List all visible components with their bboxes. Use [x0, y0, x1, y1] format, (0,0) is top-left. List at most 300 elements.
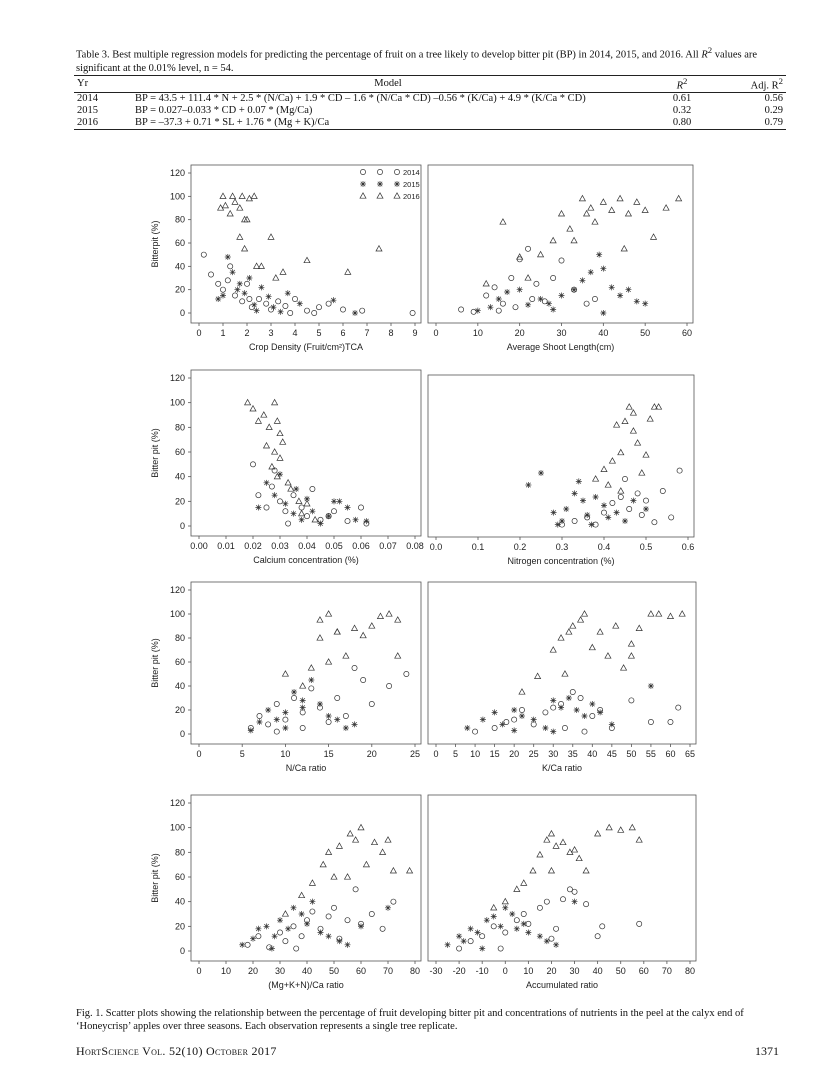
journal-name: HortScience Vol. 52(10) October 2017	[76, 1044, 277, 1058]
point-2014	[578, 695, 583, 700]
x-tick-label: 0.6	[681, 542, 695, 552]
point-2014	[343, 713, 348, 718]
point-2016	[630, 428, 636, 433]
point-2014	[340, 307, 345, 312]
point-2016	[237, 205, 243, 210]
point-2016	[642, 207, 648, 212]
point-2015	[265, 707, 271, 713]
point-2014	[277, 930, 282, 935]
point-2015	[605, 514, 611, 520]
point-2015	[475, 930, 481, 936]
point-2015	[285, 290, 291, 296]
point-2015	[258, 284, 264, 290]
legend-marker	[360, 193, 366, 198]
point-2015	[622, 518, 628, 524]
point-2014	[582, 729, 587, 734]
point-2015	[511, 727, 517, 733]
y-tick-label: 100	[169, 191, 185, 202]
point-2015	[634, 298, 640, 304]
point-2015	[270, 304, 276, 310]
point-2014	[391, 899, 396, 904]
table-caption: Table 3. Best multiple regression models for predicting the percentage of fruit on a tree likely to develop bitter pit (BP) in 2014, 2015, and 2016. All $R^2$ values are significant at the 0.01% level, n = 54.	[76, 45, 758, 74]
x-tick-label: 8	[388, 328, 394, 338]
point-2016	[663, 205, 669, 210]
point-2016	[626, 404, 632, 409]
point-2015	[326, 513, 332, 519]
point-2014	[361, 677, 366, 682]
point-2014	[274, 701, 279, 706]
point-2016	[544, 837, 550, 842]
x-tick-label: 0	[502, 966, 508, 976]
x-tick-label: 0.02	[244, 541, 262, 551]
point-2015	[336, 938, 342, 944]
point-2015	[250, 936, 256, 942]
point-2015	[571, 287, 577, 293]
plot-frame	[191, 582, 421, 744]
point-2016	[514, 886, 520, 891]
point-2014	[618, 494, 623, 499]
point-2014	[250, 462, 255, 467]
point-2016	[651, 404, 657, 409]
point-2015	[461, 938, 467, 944]
point-2015	[559, 518, 565, 524]
point-2014	[283, 717, 288, 722]
y-tick-label: 120	[169, 373, 185, 383]
point-2016	[300, 683, 306, 688]
x-tick-label: 10	[472, 328, 483, 338]
point-2015	[291, 905, 297, 911]
x-tick-label: 0.5	[639, 542, 653, 552]
x-axis-label: Nitrogen concentration (%)	[507, 556, 615, 566]
plot-frame	[428, 375, 694, 537]
x-tick-label: 25	[528, 749, 539, 759]
point-2016	[239, 193, 245, 198]
x-tick-label: 60	[638, 966, 649, 976]
x-tick-label: 0.3	[555, 542, 569, 552]
plot-frame	[428, 795, 696, 961]
scatter-panel	[428, 582, 696, 773]
point-2016	[621, 246, 627, 251]
x-tick-label: 40	[587, 749, 598, 759]
point-2015	[480, 717, 486, 723]
point-2016	[614, 422, 620, 427]
point-2015	[468, 926, 474, 932]
point-2014	[551, 705, 556, 710]
point-2016	[386, 611, 392, 616]
point-2016	[363, 861, 369, 866]
point-2014	[316, 305, 321, 310]
point-2014	[277, 499, 282, 504]
point-2015	[487, 304, 493, 310]
point-2015	[584, 512, 590, 518]
point-2015	[563, 506, 569, 512]
point-2016	[299, 510, 305, 515]
x-tick-label: 0.05	[325, 541, 343, 551]
point-2014	[256, 493, 261, 498]
point-2014	[570, 689, 575, 694]
x-axis-label: (Mg+K+N)/Ca ratio	[268, 980, 344, 990]
point-2016	[579, 195, 585, 200]
point-2014	[286, 521, 291, 526]
point-2014	[639, 512, 644, 517]
point-2014	[410, 310, 415, 315]
table-caption-prefix: Table 3. Best multiple regression models for predicting the percentage of fruit on a tree likely to develop bitter pit (BP) in 2014, 2015, and 2016. All	[76, 49, 702, 61]
point-2014	[269, 484, 274, 489]
plot-frame	[191, 370, 421, 536]
point-2015	[251, 302, 257, 308]
x-tick-label: 0.03	[271, 541, 289, 551]
point-2014	[352, 665, 357, 670]
point-2016	[550, 237, 556, 242]
point-2014	[600, 924, 605, 929]
point-2015	[499, 721, 505, 727]
point-2014	[369, 701, 374, 706]
point-2016	[667, 613, 673, 618]
point-2014	[492, 725, 497, 730]
point-2016	[266, 424, 272, 429]
point-2014	[299, 934, 304, 939]
x-tick-label: 50	[615, 966, 626, 976]
point-2016	[502, 898, 508, 903]
legend-marker	[377, 169, 382, 174]
point-2016	[232, 199, 238, 204]
point-2016	[605, 653, 611, 658]
point-2015	[256, 719, 262, 725]
point-2016	[385, 837, 391, 842]
point-2015	[597, 709, 603, 715]
point-2015	[234, 287, 240, 293]
x-tick-label: 9	[412, 328, 418, 338]
point-2014	[283, 303, 288, 308]
point-2014	[326, 301, 331, 306]
point-2015	[237, 281, 243, 287]
table-caption-r: R	[701, 49, 708, 61]
point-2016	[230, 193, 236, 198]
x-tick-label: 60	[355, 966, 367, 976]
header-adj-label: Adj. R	[750, 80, 779, 92]
x-tick-label: 35	[567, 749, 578, 759]
point-2014	[358, 505, 363, 510]
point-2016	[358, 824, 364, 829]
point-2014	[572, 889, 577, 894]
y-axis-label: Bitter pit (%)	[150, 853, 160, 903]
scatter-panel	[428, 375, 694, 566]
point-2015	[609, 284, 615, 290]
point-2015	[274, 717, 280, 723]
point-2015	[334, 717, 340, 723]
point-2016	[377, 613, 383, 618]
x-tick-label: 50	[640, 328, 651, 338]
point-2015	[544, 938, 550, 944]
x-tick-label: -30	[429, 966, 443, 976]
point-2016	[588, 205, 594, 210]
x-axis-label: N/Ca ratio	[285, 763, 327, 773]
point-2016	[273, 275, 279, 280]
row-r2: 0.61	[672, 92, 692, 104]
point-2015	[538, 296, 544, 302]
point-2015	[345, 942, 351, 948]
point-2016	[282, 911, 288, 916]
point-2015	[525, 302, 531, 308]
x-tick-label: 15	[323, 749, 334, 759]
row-r2: 0.32	[672, 104, 692, 116]
plot-frame	[428, 582, 696, 744]
point-2015	[521, 921, 527, 927]
point-2016	[571, 237, 577, 242]
point-2016	[299, 892, 305, 897]
x-tick-label: 0.1	[471, 542, 485, 552]
point-2014	[232, 293, 237, 298]
point-2015	[230, 269, 236, 275]
point-2016	[345, 874, 351, 879]
plot-frame	[191, 165, 421, 323]
y-tick-label: 120	[169, 585, 185, 595]
legend-label: 2015	[403, 180, 420, 189]
point-2015	[239, 942, 245, 948]
point-2016	[559, 211, 565, 216]
point-2016	[600, 199, 606, 204]
point-2016	[274, 418, 280, 423]
point-2015	[272, 492, 278, 498]
scatter-panel	[150, 582, 421, 773]
point-2014	[459, 307, 464, 312]
point-2014	[534, 281, 539, 286]
point-2014	[637, 921, 642, 926]
point-2014	[472, 729, 477, 734]
page-number: 1371	[755, 1044, 779, 1058]
point-2016	[407, 868, 413, 873]
point-2016	[242, 246, 248, 251]
point-2016	[537, 852, 543, 857]
point-2016	[268, 234, 274, 239]
point-2015	[318, 930, 324, 936]
point-2015	[331, 498, 337, 504]
point-2016	[521, 880, 527, 885]
x-tick-label: 30	[274, 966, 286, 976]
point-2016	[648, 611, 654, 616]
y-tick-label: 20	[174, 921, 185, 932]
point-2016	[617, 195, 623, 200]
point-2015	[538, 470, 544, 476]
point-2016	[643, 452, 649, 457]
point-2014	[345, 518, 350, 523]
point-2016	[272, 449, 278, 454]
point-2016	[589, 644, 595, 649]
point-2015	[277, 917, 283, 923]
x-tick-label: 10	[470, 749, 481, 759]
x-tick-label: 5	[316, 328, 322, 338]
point-2015	[553, 942, 559, 948]
legend-marker	[377, 193, 383, 198]
point-2015	[282, 725, 288, 731]
point-2015	[502, 905, 508, 911]
point-2014	[360, 308, 365, 313]
point-2015	[601, 502, 607, 508]
point-2014	[291, 493, 296, 498]
figure-caption: Fig. 1. Scatter plots showing the relationship between the percentage of fruit developing bitter pit and concentrations of nutrients in the peel at the calyx end of ‘Honeycrisp’ apples over three seasons. Each observation represents a single tree replicate.	[76, 1008, 744, 1032]
x-axis-label: Calcium concentration (%)	[253, 555, 359, 565]
point-2015	[345, 505, 351, 511]
point-2016	[345, 269, 351, 274]
point-2014	[256, 296, 261, 301]
point-2015	[300, 697, 306, 703]
x-tick-label: 50	[328, 966, 340, 976]
point-2015	[551, 510, 557, 516]
point-2014	[309, 686, 314, 691]
row-model: BP = 43.5 + 111.4 * N + 2.5 * (N/Ca) + 1.9 * CD – 1.6 * (N/Ca * CD) –0.56 * (K/Ca) + 4.9 * (K/Ca * CD)	[135, 92, 586, 104]
point-2014	[225, 278, 230, 283]
y-tick-label: 40	[174, 681, 185, 691]
point-2015	[385, 905, 391, 911]
header-model: Model	[132, 76, 644, 93]
point-2015	[291, 511, 297, 517]
point-2014	[304, 308, 309, 313]
y-tick-label: 60	[174, 447, 185, 457]
point-2015	[282, 709, 288, 715]
point-2015	[550, 307, 556, 313]
point-2015	[555, 522, 561, 528]
point-2014	[220, 287, 225, 292]
point-2014	[635, 491, 640, 496]
point-2016	[656, 404, 662, 409]
point-2015	[363, 518, 369, 524]
point-2015	[574, 707, 580, 713]
point-2016	[326, 659, 332, 664]
point-2015	[269, 946, 275, 952]
point-2015	[511, 707, 517, 713]
point-2015	[531, 717, 537, 723]
point-2015	[285, 926, 291, 932]
point-2014	[512, 717, 517, 722]
point-2014	[244, 281, 249, 286]
point-2016	[369, 623, 375, 628]
point-2015	[576, 478, 582, 484]
x-tick-label: 70	[661, 966, 672, 976]
y-tick-label: 60	[174, 657, 185, 667]
x-tick-label: 0.2	[513, 542, 527, 552]
point-2016	[245, 399, 251, 404]
point-2016	[326, 849, 332, 854]
point-2015	[643, 506, 649, 512]
point-2014	[471, 309, 476, 314]
point-2014	[353, 887, 358, 892]
chart-legend	[360, 168, 420, 201]
point-2014	[245, 942, 250, 947]
point-2015	[581, 713, 587, 719]
point-2016	[572, 847, 578, 852]
point-2016	[679, 611, 685, 616]
point-2015	[309, 899, 315, 905]
point-2014	[583, 902, 588, 907]
point-2015	[514, 926, 520, 932]
x-tick-label: 50	[626, 749, 637, 759]
point-2014	[491, 924, 496, 929]
point-2016	[535, 673, 541, 678]
point-2014	[519, 707, 524, 712]
point-2014	[622, 476, 627, 481]
header-r2: $R^2$	[644, 76, 720, 93]
x-tick-label: 2	[244, 328, 250, 338]
point-2015	[609, 721, 615, 727]
row-model: BP = –37.3 + 0.71 * SL + 1.76 * (Mg + K)/Ca	[132, 117, 644, 130]
point-2016	[592, 219, 598, 224]
point-2015	[566, 695, 572, 701]
x-tick-label: 60	[665, 749, 676, 759]
point-2015	[330, 297, 336, 303]
scatter-panel	[150, 370, 424, 565]
y-tick-label: 60	[174, 238, 185, 248]
point-2016	[525, 275, 531, 280]
point-2016	[272, 399, 278, 404]
x-tick-label: -20	[452, 966, 466, 976]
x-tick-label: 5	[453, 749, 459, 759]
x-tick-label: 30	[569, 966, 580, 976]
row-yr: 2016	[74, 117, 132, 130]
point-2015	[648, 683, 654, 689]
point-2014	[610, 500, 615, 505]
point-2014	[496, 308, 501, 313]
point-2014	[274, 729, 279, 734]
point-2015	[215, 296, 221, 302]
point-2014	[310, 909, 315, 914]
y-tick-label: 0	[179, 308, 185, 318]
scatter-panel	[428, 165, 693, 352]
point-2015	[559, 293, 565, 299]
point-2016	[250, 406, 256, 411]
y-axis-label: Bitter pit (%)	[150, 638, 160, 688]
point-2016	[628, 653, 634, 658]
point-2016	[553, 843, 559, 848]
point-2016	[581, 611, 587, 616]
point-2014	[627, 506, 632, 511]
x-axis-label: Average Shoot Length(cm)	[506, 342, 615, 352]
point-2016	[261, 412, 267, 417]
point-2016	[317, 617, 323, 622]
x-tick-label: 70	[382, 966, 394, 976]
point-2014	[544, 899, 549, 904]
x-tick-label: 20	[366, 749, 377, 759]
x-tick-label: 0	[433, 749, 439, 759]
point-2016	[548, 831, 554, 836]
point-2015	[254, 308, 260, 314]
point-2016	[597, 629, 603, 634]
point-2016	[352, 625, 358, 630]
point-2016	[567, 226, 573, 231]
point-2014	[592, 296, 597, 301]
point-2014	[208, 272, 213, 277]
point-2014	[514, 918, 519, 923]
point-2015	[278, 309, 284, 315]
point-2014	[201, 252, 206, 257]
point-2016	[618, 488, 624, 493]
point-2015	[558, 705, 564, 711]
point-2016	[395, 617, 401, 622]
y-tick-label: 80	[174, 214, 185, 225]
point-2014	[326, 914, 331, 919]
journal-footer	[76, 1044, 277, 1059]
point-2016	[593, 476, 599, 481]
point-2016	[578, 617, 584, 622]
row-r2: 0.80	[644, 117, 720, 130]
x-tick-label: 30	[548, 749, 559, 759]
point-2016	[584, 211, 590, 216]
point-2014	[292, 296, 297, 301]
point-2016	[560, 839, 566, 844]
x-tick-label: 60	[681, 328, 693, 338]
point-2016	[308, 665, 314, 670]
point-2016	[634, 199, 640, 204]
point-2015	[464, 725, 470, 731]
